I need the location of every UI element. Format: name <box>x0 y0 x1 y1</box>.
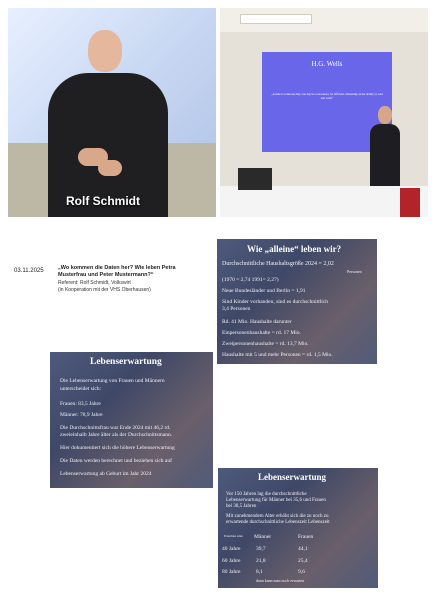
presenter-body <box>370 124 400 194</box>
slide-title: Lebenserwartung <box>258 472 326 482</box>
slide-line: erwartende durchschnittliche Lebenszeit Lebenszeit <box>226 520 330 525</box>
slide-line: bei 38,5 Jahren <box>226 504 257 509</box>
slide-line: Personen <box>347 269 362 274</box>
event-title: „Wo kommen die Daten her? Wie leben Petra Musterfrau und Peter Mustermann?“ <box>58 265 176 278</box>
slide-line: Die Daten werden berechnet und beziehen sich auf <box>60 458 172 464</box>
ceiling-light <box>240 14 312 24</box>
slide-line: Lebenserwartung für Männer bei 35,6 und Frauen <box>226 498 326 503</box>
slide-line: Die Lebenserwartung von Frauen und Männern <box>60 378 165 384</box>
chair <box>400 188 420 217</box>
projected-slide-text: „A time is someone may one day be a necessary for efficient citizenship as the ability to read and write“ <box>271 92 383 100</box>
slide-title: Wie „alleine“ leben wir? <box>247 244 342 254</box>
desk <box>220 186 428 217</box>
slide-life-expectancy-age <box>218 468 378 588</box>
table-cell: 9,6 <box>298 569 305 575</box>
lecture-room-photo <box>220 8 428 217</box>
slide-line: unterscheidet sich: <box>60 386 102 392</box>
slide-line: Mit zunehmendem Alter erhöht sich die zu noch zu <box>226 514 329 519</box>
table-cell: 21,8 <box>256 558 266 564</box>
monitor <box>238 168 272 190</box>
table-header-age: Erreichtes Alter <box>224 534 243 538</box>
table-cell: 40 Jahre <box>222 546 241 552</box>
speaker-hand <box>98 160 122 176</box>
speaker-head <box>88 30 122 72</box>
slide-line: Zweipersonenhaushalte = rd. 13,7 Mio. <box>222 341 309 347</box>
table-header-men: Männer <box>254 534 272 540</box>
table-header-women: Frauen <box>298 534 314 540</box>
table-cell: 80 Jahre <box>222 569 241 575</box>
event-cooperation: (in Kooperation mit der VHS Oberhausen) <box>58 287 151 293</box>
slide-line: Die Durchschnittsfrau war Ende 2024 mit 46,2 rd. <box>60 425 171 431</box>
slide-line: Männer: 78,9 Jahre <box>60 412 103 418</box>
event-referent: Referent: Rolf Schmidt, Volkswirt <box>58 280 131 286</box>
slide-line: Sind Kinder vorhanden, sind es durchschnittlich <box>222 299 329 305</box>
slide-line: Vor 150 Jahren lag die durchschnittliche <box>226 492 307 497</box>
table-footer: dann kann man noch erwarten <box>256 578 305 583</box>
table-cell: 25,4 <box>298 558 308 564</box>
slide-title: Lebenserwartung <box>90 357 162 367</box>
slide-line: zweieinhalb Jahre älter als der Durchschnittsmann. <box>60 432 173 438</box>
slide-line: Neue Bundesländer und Berlin = 1,91 <box>222 288 306 294</box>
speaker-caption: Rolf Schmidt <box>66 194 140 208</box>
slide-line: Rd. 41 Mio. Haushalte darunter <box>222 319 292 325</box>
speaker-photo <box>8 8 216 217</box>
slide-line: Hier dokumentiert sich die höhere Lebenserwartung <box>60 445 175 451</box>
slide-line: Frauen: 83,5 Jahre <box>60 401 101 407</box>
table-cell: 60 Jahre <box>222 558 241 564</box>
slide-line: 3,4 Personen <box>222 306 251 312</box>
slide-line: Durchschnittliche Haushaltsgröße 2024 = 2,02 <box>222 261 334 267</box>
event-date: 03.11.2025 <box>14 268 44 274</box>
slide-line: Einpersonenhaushalte = rd. 17 Mio. <box>222 330 301 336</box>
table-cell: 39,7 <box>256 546 266 552</box>
projected-slide-title: H.G. Wells <box>311 60 343 68</box>
slide-line: Haushalte mit 5 und mehr Personen = rd. 1,5 Mio. <box>222 352 333 358</box>
table-cell: 44,1 <box>298 546 308 552</box>
slide-life-expectancy-gender <box>50 352 213 488</box>
table-cell: 8,1 <box>256 569 263 575</box>
slide-line: (1970 = 2,74 1991= 2,27) <box>222 277 279 283</box>
slide-line: Lebenserwartung ab Geburt im Jahr 2024 <box>60 471 152 477</box>
presenter-head <box>378 106 392 124</box>
slide-household-size <box>217 239 377 364</box>
